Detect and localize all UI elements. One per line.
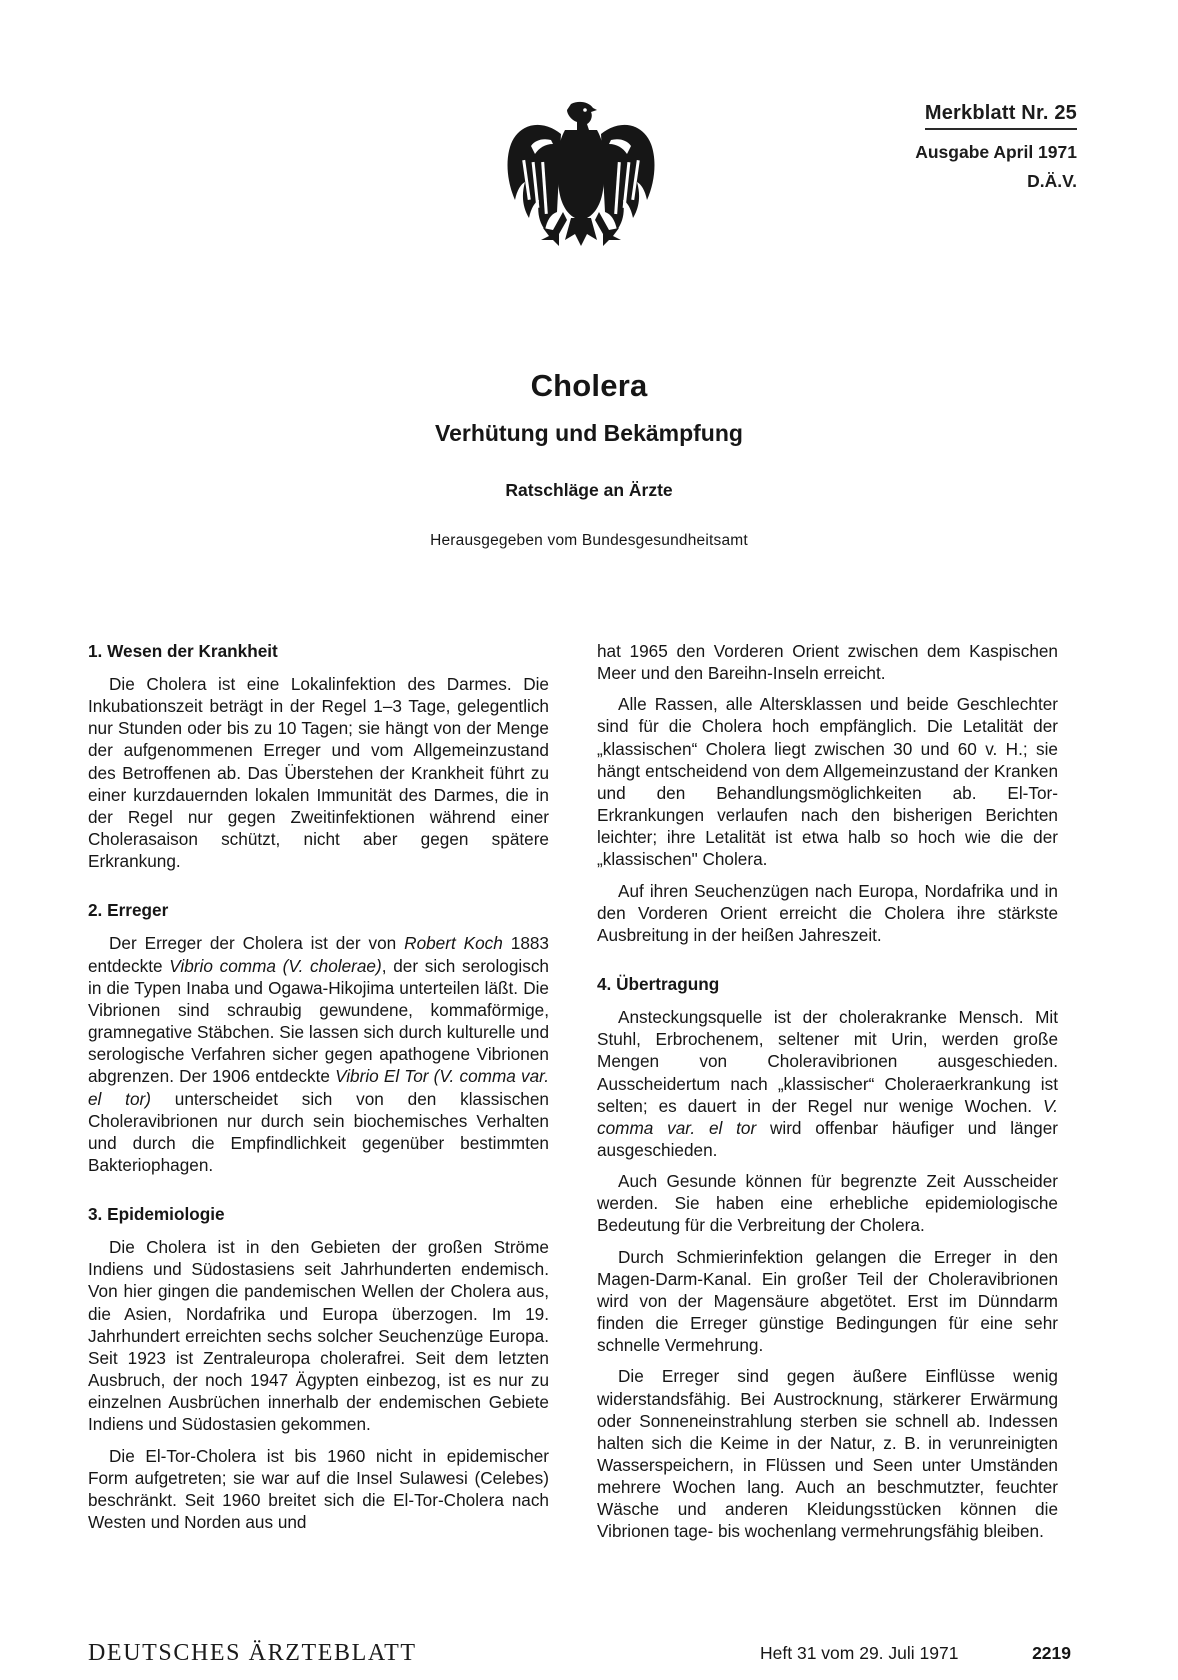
- issue-info: Heft 31 vom 29. Juli 1971: [760, 1643, 959, 1663]
- edition-date: Ausgabe April 1971: [915, 142, 1077, 162]
- page-subtitle: Verhütung und Bekämpfung: [435, 420, 743, 446]
- italic-name: Robert Koch: [404, 933, 503, 954]
- text-run: Ansteckungsquelle ist der cholerakranke Mensch. Mit Stuhl, Erbrochenem, seltener mit Urin, werden große Mengen von Choleravibrionen ausgeschieden. Ausscheidertum nach „klassischer“ Choleraerkrankung ist selten; es dauert in der Regel nur wenige Wochen.: [597, 1007, 1058, 1116]
- section-heading-2: 2. Erreger: [88, 900, 169, 921]
- audience-line: Ratschläge an Ärzte: [505, 480, 673, 500]
- left-column: [88, 640, 549, 1542]
- section-heading-1: 1. Wesen der Krankheit: [88, 641, 278, 661]
- section-heading-3: 3. Epidemiologie: [88, 1204, 225, 1225]
- text-run: unterscheidet sich von den klassischen Choleravibrionen nur durch sein biochemisches Verhalten und durch die Empfindlichkeit gegenüber bestimmten Bakteriophagen.: [88, 1088, 549, 1175]
- federal-eagle-icon: [500, 100, 662, 260]
- page-title: Cholera: [530, 368, 648, 403]
- section-4-paragraph: [597, 1006, 1058, 1161]
- italic-species: Vibrio comma (V. cholerae): [169, 955, 382, 976]
- section-3-paragraph: Die El-Tor-Cholera ist bis 1960 nicht in epidemischer Form aufgetreten; sie war auf die Insel Sulawesi (Celebes) beschränkt. Seit 1960 breitet sich die El-Tor-Cholera nach Westen und Norden aus und: [88, 1445, 549, 1532]
- page-number: 2219: [1032, 1643, 1071, 1663]
- section-3-paragraph: Alle Rassen, alle Altersklassen und beide Geschlechter sind für die Cholera hoch empfänglich. Die Letalität der „klassischen“ Cholera liegt zwischen 30 und 60 v. H.; sie hängt entscheidend von dem Allgemeinzustand der Kranken und den Behandlungsmöglichkeiten ab. El-Tor-Erkrankungen verlaufen nach den bisherigen Berichten leichter; ihre Letalität ist etwa halb so hoch wie die der „klassischen" Cholera.: [597, 694, 1058, 870]
- text-run: wird offenbar häufiger und länger ausgeschieden.: [597, 1117, 1058, 1160]
- italic-species: Vibrio El Tor (V. comma var. el tor): [88, 1066, 549, 1109]
- section-3-paragraph: Auf ihren Seuchenzügen nach Europa, Nordafrika und in den Vorderen Orient erreicht die Cholera ihre stärkste Ausbreitung in der heißen Jahreszeit.: [597, 880, 1058, 945]
- text-run: Der Erreger der Cholera ist der von: [109, 933, 405, 954]
- section-4-paragraph: Auch Gesunde können für begrenzte Zeit Ausscheider werden. Sie haben eine erhebliche epidemiologische Bedeutung für die Verbreitung der Cholera.: [597, 1171, 1058, 1236]
- issuing-org: D.Ä.V.: [1027, 171, 1077, 191]
- section-2-paragraph: [88, 932, 549, 1176]
- masthead: [915, 102, 1077, 196]
- publisher-line: Herausgegeben vom Bundesgesundheitsamt: [430, 532, 748, 549]
- section-4-paragraph: Durch Schmierinfektion gelangen die Erreger in den Magen-Darm-Kanal. Ein großer Teil der Choleravibrionen wird von der Magensäure abgetötet. Erst im Dünndarm finden die Erreger günstige Bedingungen für eine sehr schnelle Vermehrung.: [597, 1246, 1058, 1356]
- section-3-paragraph: Die Cholera ist in den Gebieten der großen Ströme Indiens und Südostasiens seit Jahrhunderten endemisch. Von hier gingen die pandemischen Wellen der Cholera aus, die Asien, Nordafrika und Europa überzogen. Im 19. Jahrhundert erreichten sechs solcher Seuchenzüge Europa. Seit 1923 ist Zentraleuropa cholerafrei. Seit dem letzten Ausbruch, der noch 1947 Ägypten einbezog, ist es nur zu einzelnen Ausbrüchen innerhalb der endemischen Gebiete Indiens und Südostasien gekommen.: [88, 1237, 549, 1435]
- italic-species: V. comma var. el tor: [597, 1095, 1058, 1138]
- journal-name: DEUTSCHES ÄRZTEBLATT: [88, 1640, 417, 1666]
- section-4-paragraph: Die Erreger sind gegen äußere Einflüsse wenig widerstandsfähig. Bei Austrocknung, stärkerer Erwärmung oder Sonneneinstrahlung sterben sie schnell ab. Indessen halten sich die Keime in der Natur, z. B. in verunreinigten Wasserspeichern, in Flüssen und Seen unter Umständen mehrere Wochen lang. Auch an beschmutzter, feuchter Wäsche und anderen Kleidungsstücken können die Vibrionen tage- bis wochenlang vermehrungsfähig bleiben.: [597, 1366, 1058, 1542]
- text-run: , der sich serologisch in die Typen Inaba und Ogawa-Hikojima unterteilen läßt. Die Vibrionen sind schraubig gewundene, kommaförmige, gramnegative Stäbchen. Sie lassen sich durch kulturelle und serologische Verfahren sicher gegen apathogene Vibrionen abgrenzen. Der 1906 entdeckte: [88, 955, 549, 1087]
- section-3-paragraph-continued: hat 1965 den Vorderen Orient zwischen dem Kaspischen Meer und den Bareihn-Inseln erreicht.: [597, 641, 1058, 684]
- text-run: 1883 entdeckte: [88, 933, 549, 976]
- section-heading-4: 4. Übertragung: [597, 974, 720, 995]
- right-column: [597, 640, 1058, 1552]
- leaflet-number: Merkblatt Nr. 25: [925, 102, 1077, 130]
- section-1-paragraph: Die Cholera ist eine Lokalinfektion des Darmes. Die Inkubationszeit beträgt in der Regel 1–3 Tage, gelegentlich nur Stunden oder bis zu 10 Tagen; sie hängt von der Menge der aufgenommenen Erreger und vom Allgemeinzustand des Betroffenen ab. Das Überstehen der Krankheit führt zu einer kurzdauernden lokalen Immunität des Darmes, die in der Regel nur gegen Zweitinfektionen während einer Cholerasaison schützt, nicht aber gegen spätere Erkrankung.: [88, 674, 549, 872]
- page-footer: [88, 1640, 1071, 1670]
- title-block: [0, 368, 1178, 550]
